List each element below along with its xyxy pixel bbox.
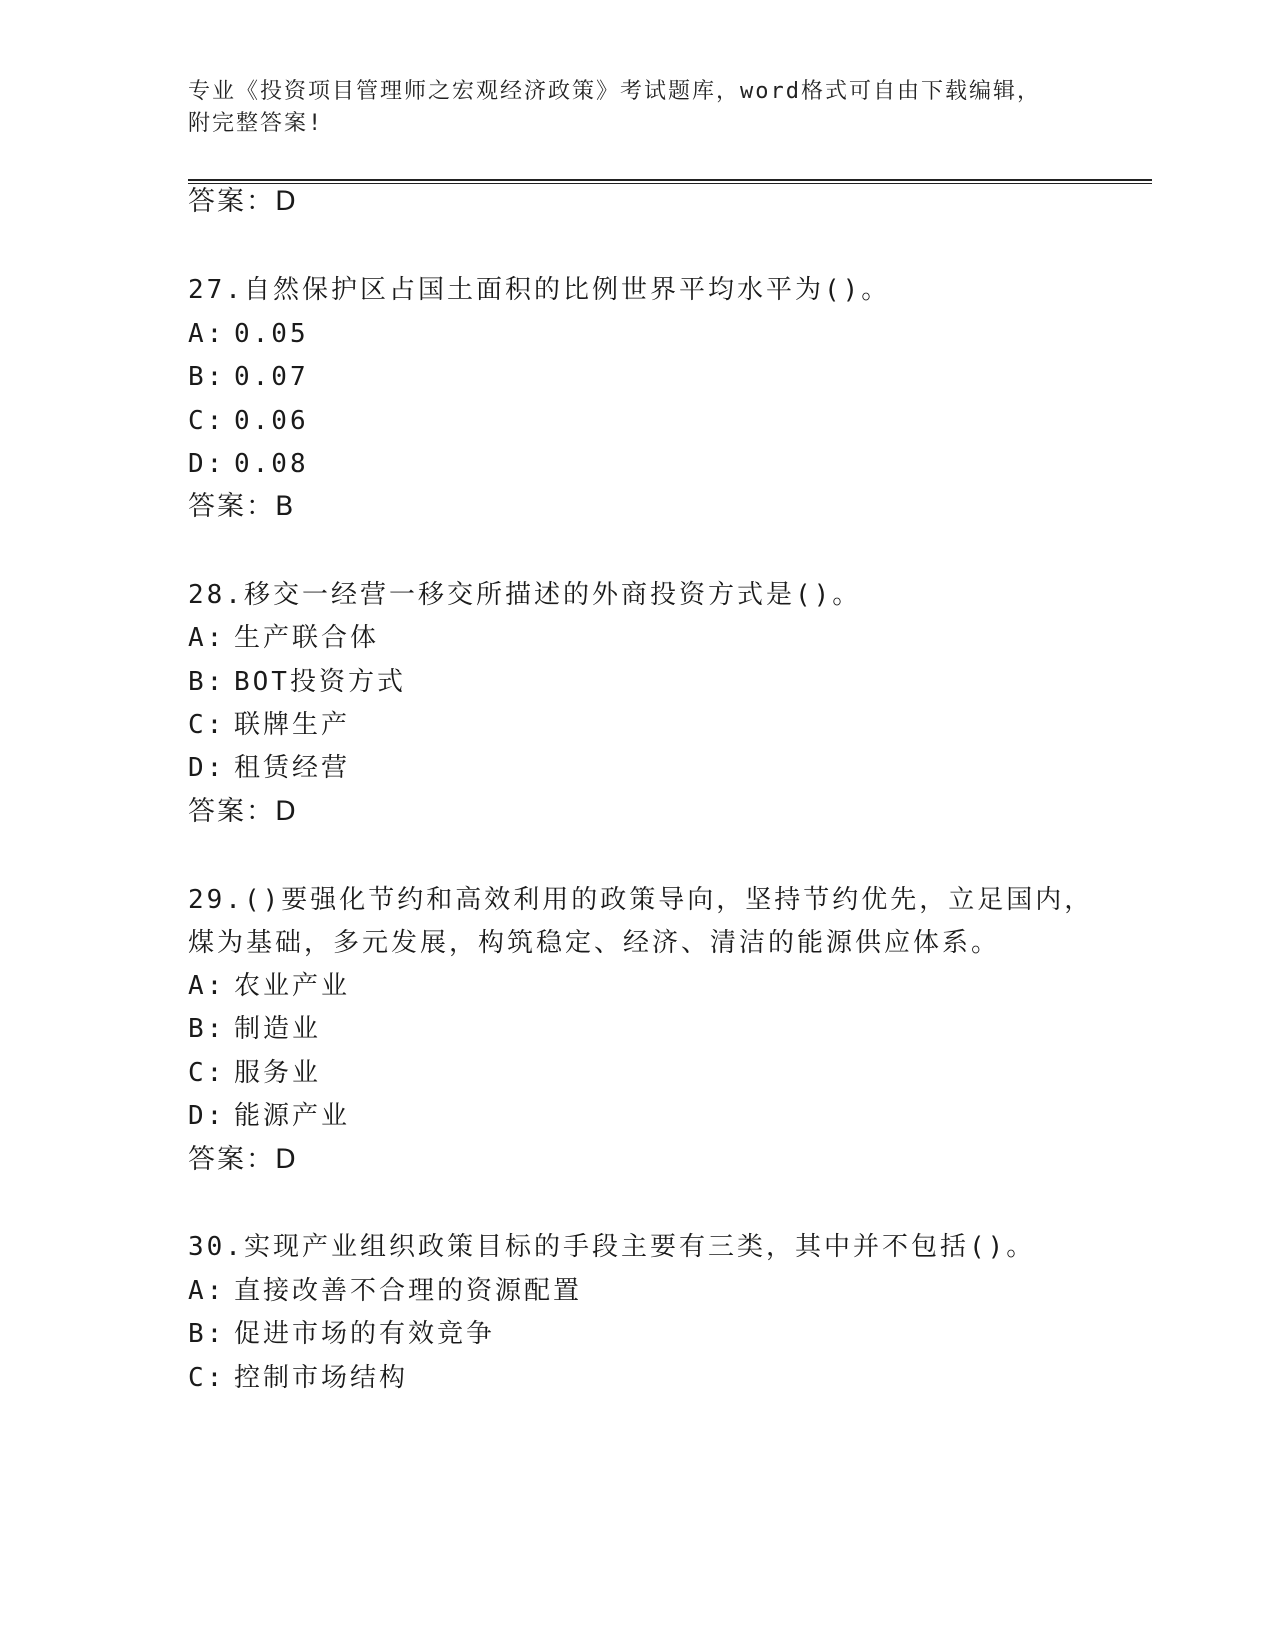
option-text: 服务业 (234, 1058, 322, 1088)
option-letter: C: (188, 1363, 226, 1393)
header-line-1: 专业《投资项目管理师之宏观经济政策》考试题库，word格式可自由下载编辑， (188, 79, 1041, 104)
option-text: 0.07 (234, 362, 309, 392)
option-letter: B: (188, 362, 226, 392)
option-letter: D: (188, 1101, 226, 1131)
option-text: 0.08 (234, 449, 309, 479)
option-letter: B: (188, 1319, 226, 1349)
option-item (188, 1057, 321, 1089)
answer-line: 答案：B (188, 491, 296, 522)
option-letter: A: (188, 623, 226, 653)
option-text: 制造业 (234, 1014, 322, 1044)
option-item (188, 1100, 350, 1132)
option-text: 租赁经营 (234, 753, 351, 783)
option-text: 生产联合体 (234, 623, 380, 653)
option-text: 联牌生产 (234, 710, 351, 740)
option-text: 能源产业 (234, 1101, 351, 1131)
option-item (188, 1275, 582, 1307)
answer-line: 答案：D (188, 796, 298, 827)
option-letter: B: (188, 667, 226, 697)
option-letter: D: (188, 449, 226, 479)
option-item (188, 448, 309, 480)
option-item (188, 970, 350, 1002)
question-stem-line-1: 29.()要强化节约和高效利用的政策导向，坚持节约优先，立足国内， (188, 885, 1094, 915)
answer-line: 答案：D (188, 186, 298, 217)
option-item (188, 1013, 321, 1045)
header-divider (188, 179, 1152, 184)
option-text: 农业产业 (234, 971, 351, 1001)
option-letter: C: (188, 1058, 226, 1088)
question-stem: 28.移交一经营一移交所描述的外商投资方式是()。 (188, 580, 862, 610)
option-text: 直接改善不合理的资源配置 (234, 1276, 583, 1306)
option-item (188, 752, 350, 784)
option-letter: A: (188, 319, 226, 349)
page-header (188, 76, 1088, 140)
option-text: BOT投资方式 (234, 667, 406, 697)
option-item (188, 1362, 408, 1394)
option-letter: D: (188, 753, 226, 783)
option-item (188, 318, 309, 350)
option-letter: C: (188, 710, 226, 740)
option-item (188, 622, 379, 654)
answer-line: 答案：D (188, 1144, 298, 1175)
option-item (188, 709, 350, 741)
option-text: 促进市场的有效竞争 (234, 1319, 496, 1349)
option-text: 0.05 (234, 319, 309, 349)
option-letter: A: (188, 971, 226, 1001)
option-item (188, 1318, 495, 1350)
option-letter: A: (188, 1276, 226, 1306)
question-stem-line-2: 煤为基础，多元发展，构筑稳定、经济、清洁的能源供应体系。 (188, 928, 1001, 958)
option-item (188, 666, 406, 698)
option-item (188, 405, 309, 437)
option-text: 控制市场结构 (234, 1363, 409, 1393)
option-letter: B: (188, 1014, 226, 1044)
question-stem: 27.自然保护区占国土面积的比例世界平均水平为()。 (188, 275, 891, 305)
header-line-2: 附完整答案! (188, 111, 324, 136)
question-stem: 30.实现产业组织政策目标的手段主要有三类，其中并不包括()。 (188, 1232, 1036, 1262)
option-text: 0.06 (234, 406, 309, 436)
option-letter: C: (188, 406, 226, 436)
option-item (188, 361, 309, 393)
